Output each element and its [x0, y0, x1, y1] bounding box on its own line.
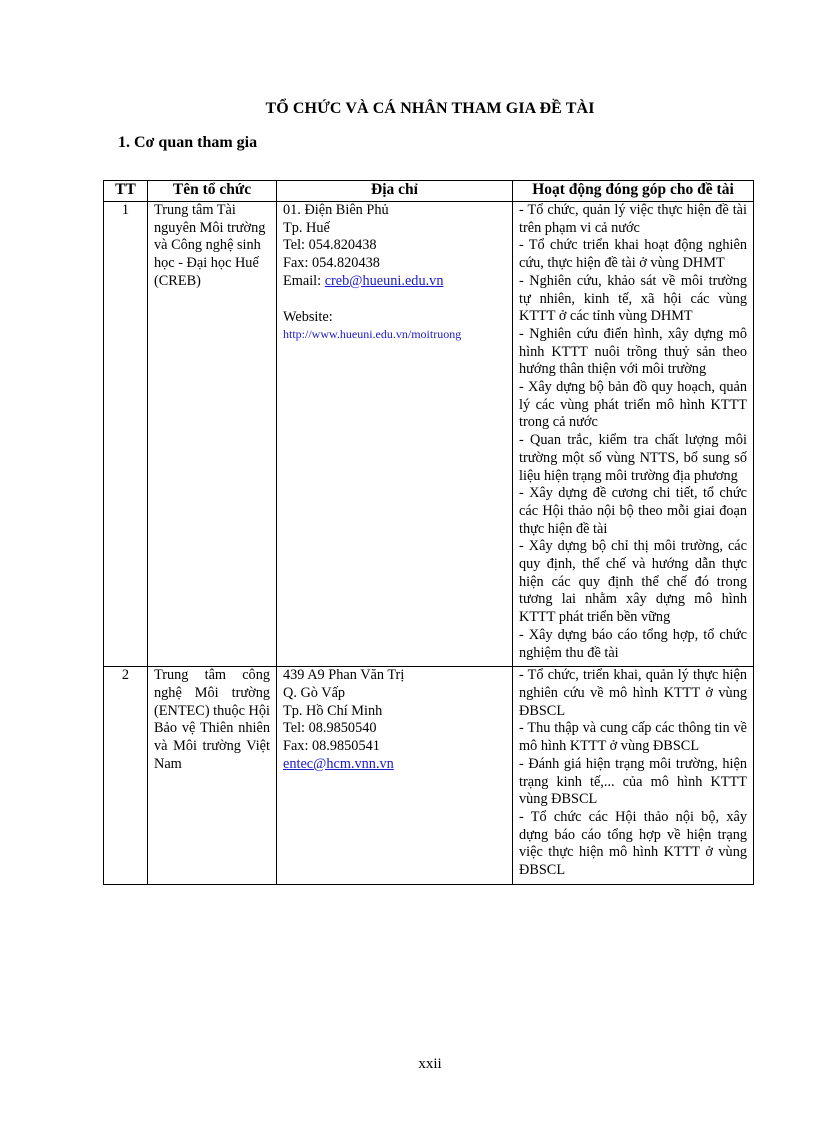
org-address — [277, 202, 513, 667]
activity-item: - Tổ chức, quản lý việc thực hiện đề tài trên phạm vi cả nước — [519, 202, 747, 236]
table-row — [104, 667, 754, 884]
page-number: xxii — [418, 1056, 442, 1072]
address-line: 439 A9 Phan Văn Trị — [283, 667, 405, 684]
address-line: 01. Điện Biên Phủ — [283, 202, 389, 218]
section-heading: 1. Cơ quan tham gia — [118, 134, 258, 151]
org-address — [277, 667, 513, 884]
phone-line: Tel: 054.820438 — [283, 237, 377, 254]
activity-item: - Đánh giá hiện trạng môi trường, hiện trạng kinh tế,... của mô hình KTTT vùng ĐBSCL — [519, 755, 747, 808]
table-header-row — [104, 181, 754, 202]
header-address: Địa chỉ — [277, 181, 513, 202]
activity-item: - Xây dựng đề cương chi tiết, tổ chức các Hội thảo nội bộ theo mỗi giai đoạn thực hiện đề tài — [519, 485, 747, 537]
email-label: Email: — [283, 272, 325, 289]
address-line: Q. Gò Vấp — [283, 684, 346, 701]
address-line: Tp. Huế — [283, 219, 330, 236]
activity-item: - Thu thập và cung cấp các thông tin về mô hình KTTT ở vùng ĐBSCL — [519, 720, 747, 755]
header-org-name: Tên tổ chức — [148, 181, 277, 202]
address-line: Tp. Hồ Chí Minh — [283, 702, 383, 719]
email-link[interactable]: creb@hueuni.edu.vn — [324, 272, 444, 289]
email-link[interactable]: entec@hcm.vnn.vn — [283, 755, 394, 772]
activity-item: - Tổ chức triển khai hoạt động nghiên cứu, thực hiện đề tài ở vùng DHMT — [519, 237, 747, 272]
header-tt: TT — [104, 181, 148, 202]
activity-item: - Tổ chức, triển khai, quản lý thực hiện nghiên cứu về mô hình KTTT ở vùng ĐBSCL — [519, 667, 747, 719]
row-number: 2 — [104, 667, 148, 884]
activity-item: - Xây dựng bộ chỉ thị môi trường, các quy định, thể chế và hướng dẫn thực hiện các quy định thể chế đó trong tương lai nhằm xây dựng mô hình KTTT phát triển bền vững — [519, 538, 747, 626]
org-name: Trung tâm Tài nguyên Môi trường và Công nghệ sinh học - Đại học Huế (CREB) — [148, 202, 277, 667]
activity-item: - Xây dựng báo cáo tổng hợp, tổ chức nghiệm thu đề tài — [519, 626, 747, 661]
fax-line: Fax: 054.820438 — [283, 255, 380, 272]
activity-item: - Xây dựng bộ bản đồ quy hoạch, quản lý các vùng phát triển mô hình KTTT trong cả nước — [519, 379, 747, 431]
website-label: Website: — [283, 308, 333, 325]
header-contribution: Hoạt động đóng góp cho đề tài — [513, 181, 754, 202]
activity-item: - Tổ chức các Hội thảo nội bộ, xây dựng báo cáo tổng hợp về hiện trạng việc thực hiện mô hình KTTT ở vùng ĐBSCL — [519, 808, 747, 879]
document-title: TỔ CHỨC VÀ CÁ NHÂN THAM GIA ĐỀ TÀI — [265, 100, 595, 117]
fax-line: Fax: 08.9850541 — [283, 738, 380, 755]
email-line — [283, 273, 506, 291]
org-name: Trung tâm công nghệ Môi trường (ENTEC) thuộc Hội Bảo vệ Thiên nhiên và Môi trường Việt Nam — [148, 667, 277, 884]
phone-line: Tel: 08.9850540 — [283, 720, 377, 737]
table-row — [104, 202, 754, 667]
website-link[interactable]: http://www.hueuni.edu.vn/moitruong — [283, 327, 462, 342]
activity-item: - Nghiên cứu điển hình, xây dựng mô hình KTTT nuôi trồng thuỷ sản theo hướng thân thiện với môi trường — [519, 325, 747, 378]
participating-organizations-table — [103, 180, 754, 885]
activity-item: - Nghiên cứu, khảo sát về môi trường tự nhiên, kinh tế, xã hội các vùng KTTT ở các tỉnh vùng DHMT — [519, 272, 747, 325]
org-activities — [513, 202, 754, 667]
org-activities — [513, 667, 754, 884]
spacer — [283, 291, 506, 309]
row-number: 1 — [104, 202, 148, 667]
activity-item: - Quan trắc, kiểm tra chất lượng môi trường một số vùng NTTS, bổ sung số liệu hiện trạng môi trường địa phương — [519, 432, 747, 484]
